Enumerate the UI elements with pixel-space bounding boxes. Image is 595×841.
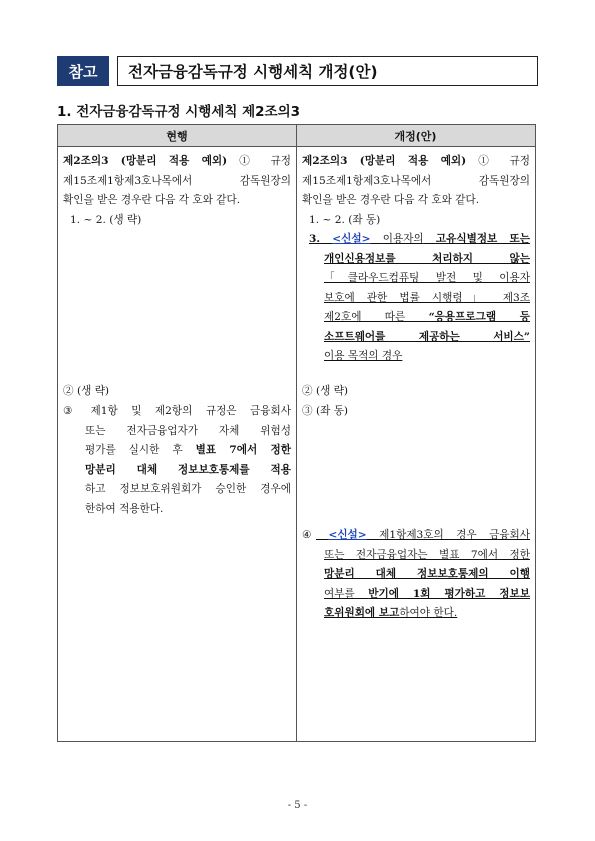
revised-p4-line-2: 또는 전자금융업자는 별표 7에서 정한 bbox=[324, 548, 530, 561]
revised-item3-line-5: 제2호에 따른 “응용프로그램 등 bbox=[324, 311, 530, 323]
revised-item3-line-7: 이용 목적의 경우 bbox=[324, 350, 403, 362]
comparison-table bbox=[57, 124, 536, 742]
revised-p4-line-1 bbox=[302, 526, 530, 546]
revised-paragraph-2 bbox=[302, 382, 530, 402]
annex7-ref: 별표 7에서 정한 bbox=[195, 444, 291, 456]
revised-p4-line-1-text: 제1항제3호의 경우 금융회사 bbox=[379, 529, 531, 541]
current-paragraph-3 bbox=[63, 402, 291, 519]
current-column bbox=[63, 152, 291, 742]
revised-item3-line-3: 「클라우드컴퓨팅 발전 및 이용자 bbox=[324, 272, 530, 284]
revised-p4-line-4: 여부를 반기에 1회 평가하고 정보보 bbox=[324, 587, 530, 600]
document-header bbox=[57, 56, 538, 86]
current-p3-line-3: 평가를 실시한 후 별표 7에서 정한 bbox=[85, 444, 291, 456]
current-p1-line-3: 확인을 받은 경우란 다음 각 호와 같다. bbox=[63, 194, 241, 206]
revised-p4-line-5-bold: 호위원회에 보고 bbox=[324, 607, 400, 619]
revised-p4-line-5: 호위원회에 보고하여야 한다. bbox=[324, 607, 458, 619]
revised-item3-line-1 bbox=[302, 230, 530, 250]
document-title: 전자금융감독규정 시행세칙 개정(안) bbox=[117, 56, 538, 86]
revised-p1-items: 1. ~ 2. (좌 동) bbox=[309, 213, 381, 226]
revised-article-number: 제2조의3 (망분리 적용 예외) bbox=[302, 155, 467, 167]
revised-item-3 bbox=[302, 230, 530, 367]
section-heading: 1. 전자금융감독규정 시행세칙 제2조의3 bbox=[57, 104, 301, 120]
current-p2-text: ② (생 략) bbox=[63, 385, 110, 397]
revised-item3-line-6: 소프트웨어를 제공하는 서비스” bbox=[324, 330, 530, 343]
current-p3-line-4: 망분리 대체 정보보호통제를 적용 bbox=[85, 463, 291, 476]
revised-article-paragraph-1 bbox=[302, 152, 530, 230]
revised-item3-num: 3. bbox=[309, 233, 321, 245]
page-number: - 5 - bbox=[287, 800, 308, 811]
revised-item3-line-4: 보호에 관한 법률 시행령」 제3조 bbox=[324, 291, 530, 304]
revised-item3-line-1-a: 이용자의 bbox=[382, 233, 424, 245]
column-header-revised: 개정(안) bbox=[394, 129, 437, 143]
reference-tag: 참고 bbox=[57, 56, 109, 86]
current-p1-line-1: 제2조의3 (망분리 적용 예외) ① 규정 bbox=[63, 155, 291, 167]
column-header-current: 현행 bbox=[166, 129, 188, 143]
revised-paragraph-4 bbox=[302, 526, 530, 624]
revised-p3-text: ③ (좌 동) bbox=[302, 405, 349, 417]
revised-p4-line-3: 망분리 대체 정보보호통제의 이행 bbox=[324, 568, 530, 580]
revised-item3-line-5-bold: “응용프로그램 등 bbox=[428, 311, 530, 323]
current-p3-line-1 bbox=[63, 402, 291, 422]
current-p1-items: 1. ~ 2. (생 략) bbox=[70, 213, 142, 226]
revised-column bbox=[302, 152, 530, 742]
current-p3-line-5: 하고 정보보호위원회가 승인한 경우에 bbox=[85, 483, 291, 495]
revised-paragraph-3 bbox=[302, 402, 530, 422]
revised-item3-line-2: 개인신용정보를 처리하지 않는 bbox=[324, 252, 530, 265]
current-p3-line-2: 또는 전자금융업자가 자체 위험성 bbox=[85, 424, 291, 437]
current-p3-line-1-text: 제1항 및 제2항의 규정은 금융회사 bbox=[90, 405, 291, 417]
current-p1-line-2: 제15조제1항제3호나목에서 감독원장의 bbox=[63, 174, 291, 187]
revised-item3-line-1-b: 고유식별정보 또는 bbox=[435, 233, 530, 245]
article-number: 제2조의3 (망분리 적용 예외) bbox=[63, 155, 228, 167]
new-insertion-marker: <신설> bbox=[332, 233, 371, 245]
new-insertion-marker-2: <신설> bbox=[328, 529, 367, 541]
revised-p2-text: ② (생 략) bbox=[302, 385, 349, 397]
revised-p1-line-1: 제2조의3 (망분리 적용 예외) ① 규정 bbox=[302, 155, 530, 167]
current-article-paragraph-1 bbox=[63, 152, 291, 230]
current-paragraph-2 bbox=[63, 382, 291, 402]
revised-p4-line-4-bold: 반기에 1회 평가하고 정보보 bbox=[368, 587, 530, 600]
revised-p1-line-2: 제15조제1항제3호나목에서 감독원장의 bbox=[302, 174, 530, 187]
current-p3-line-6: 한하여 적용한다. bbox=[85, 502, 164, 515]
revised-p4-num: ④ bbox=[302, 529, 312, 541]
column-divider bbox=[296, 125, 297, 741]
current-p3-num: ③ bbox=[63, 405, 73, 417]
revised-p1-line-3: 확인을 받은 경우란 다음 각 호와 같다. bbox=[302, 194, 480, 206]
